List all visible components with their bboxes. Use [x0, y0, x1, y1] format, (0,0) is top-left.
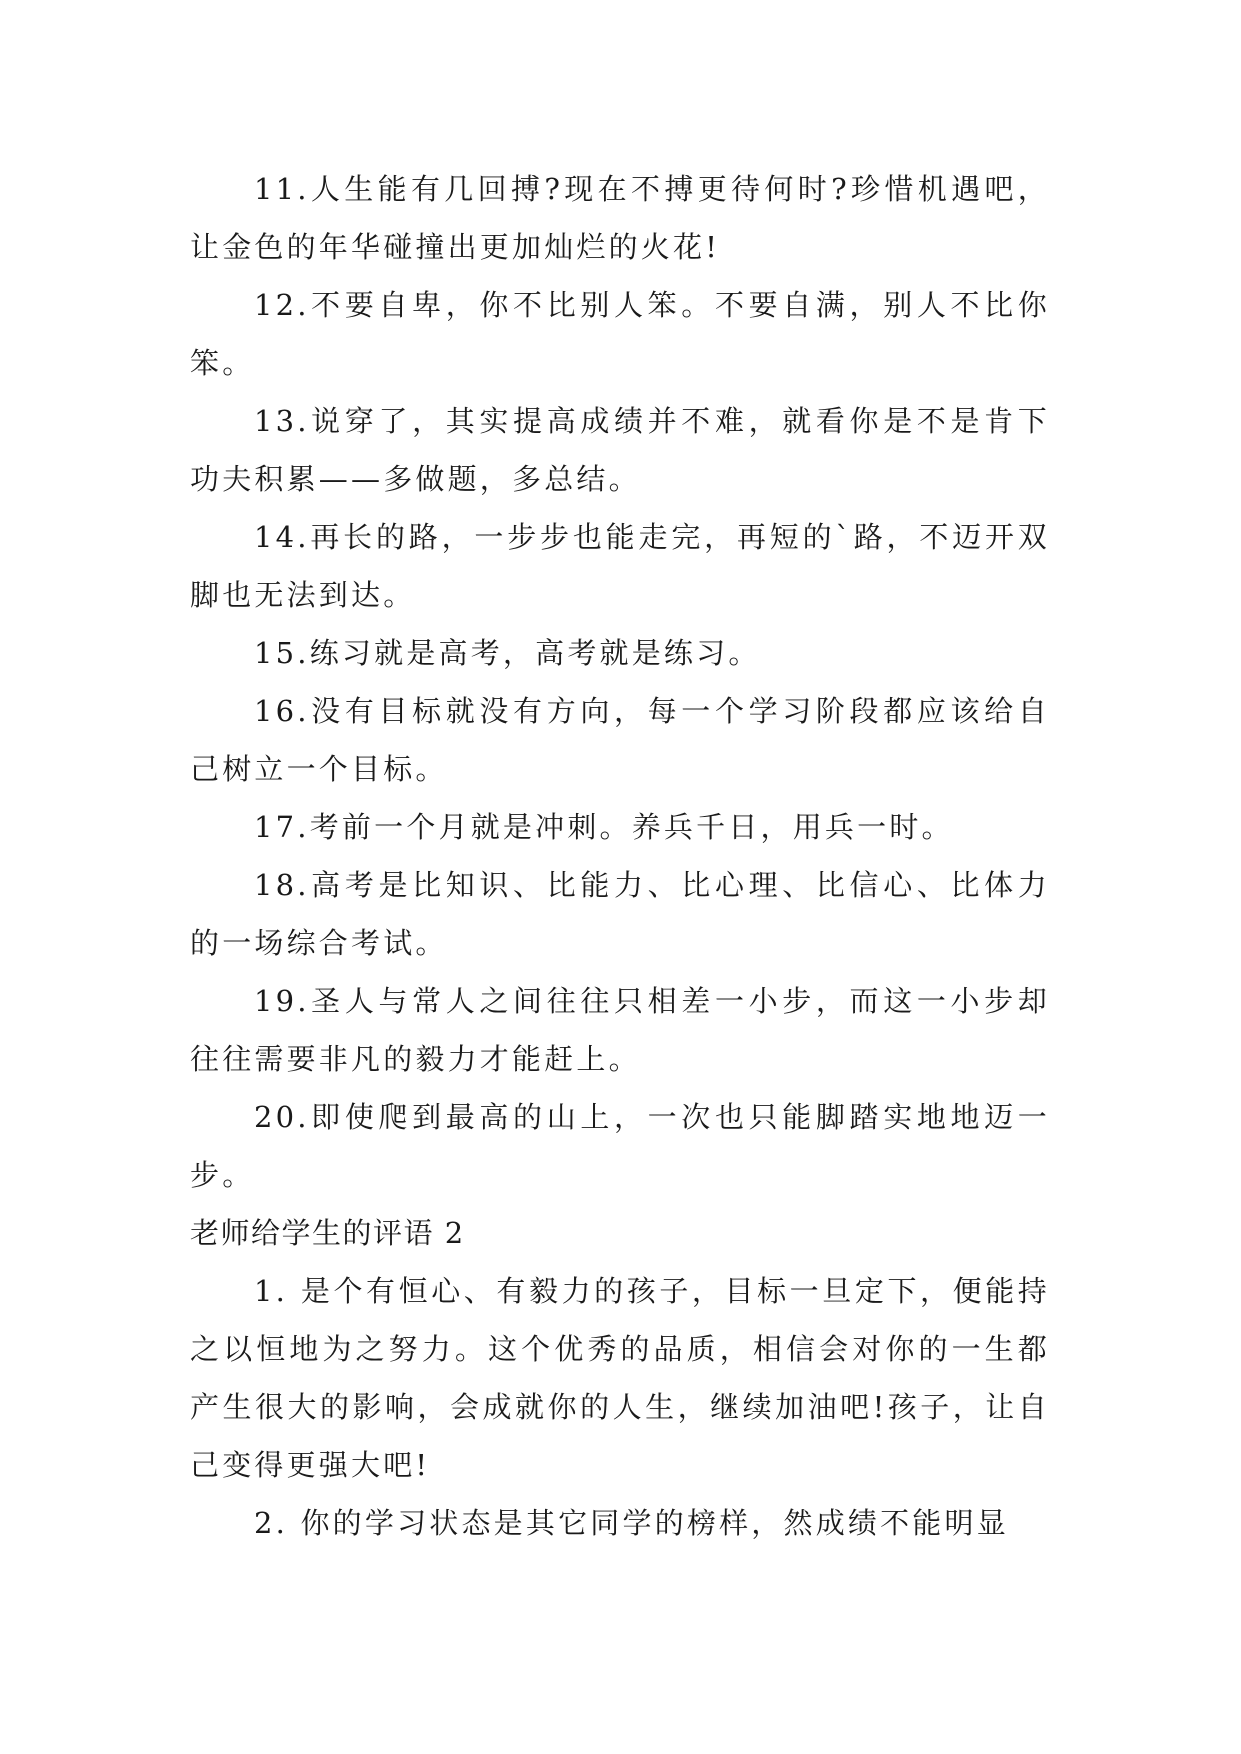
paragraph-15: 15.练习就是高考，高考就是练习。 — [254, 636, 761, 670]
paragraph-14: 14.再长的路，一步步也能走完，再短的`路，不迈开双脚也无法到达。 — [190, 520, 1050, 612]
paragraph-13: 13.说穿了，其实提高成绩并不难，就看你是不是肯下功夫积累——多做题，多总结。 — [190, 404, 1050, 496]
paragraph-20: 20.即使爬到最高的山上，一次也只能脚踏实地地迈一步。 — [190, 1100, 1050, 1192]
document-body — [190, 160, 1050, 1552]
comment-paragraph-1: 1. 是个有恒心、有毅力的孩子，目标一旦定下，便能持之以恒地为之努力。这个优秀的品质，相信会对你的一生都产生很大的影响，会成就你的人生，继续加油吧!孩子，让自己变得更强大吧! — [190, 1274, 1050, 1482]
paragraph-12: 12.不要自卑，你不比别人笨。不要自满，别人不比你笨。 — [190, 288, 1050, 380]
paragraph-19: 19.圣人与常人之间往往只相差一小步，而这一小步却往往需要非凡的毅力才能赶上。 — [190, 984, 1050, 1076]
paragraph-18: 18.高考是比知识、比能力、比心理、比信心、比体力的一场综合考试。 — [190, 868, 1050, 960]
paragraph-11: 11.人生能有几回搏?现在不搏更待何时?珍惜机遇吧，让金色的年华碰撞出更加灿烂的火花! — [190, 172, 1050, 264]
paragraph-17: 17.考前一个月就是冲刺。养兵千日，用兵一时。 — [254, 810, 954, 844]
section-heading: 老师给学生的评语 2 — [190, 1216, 465, 1250]
comment-paragraph-2: 2. 你的学习状态是其它同学的榜样，然成绩不能明显 — [254, 1506, 1009, 1540]
paragraph-16: 16.没有目标就没有方向，每一个学习阶段都应该给自己树立一个目标。 — [190, 694, 1050, 786]
